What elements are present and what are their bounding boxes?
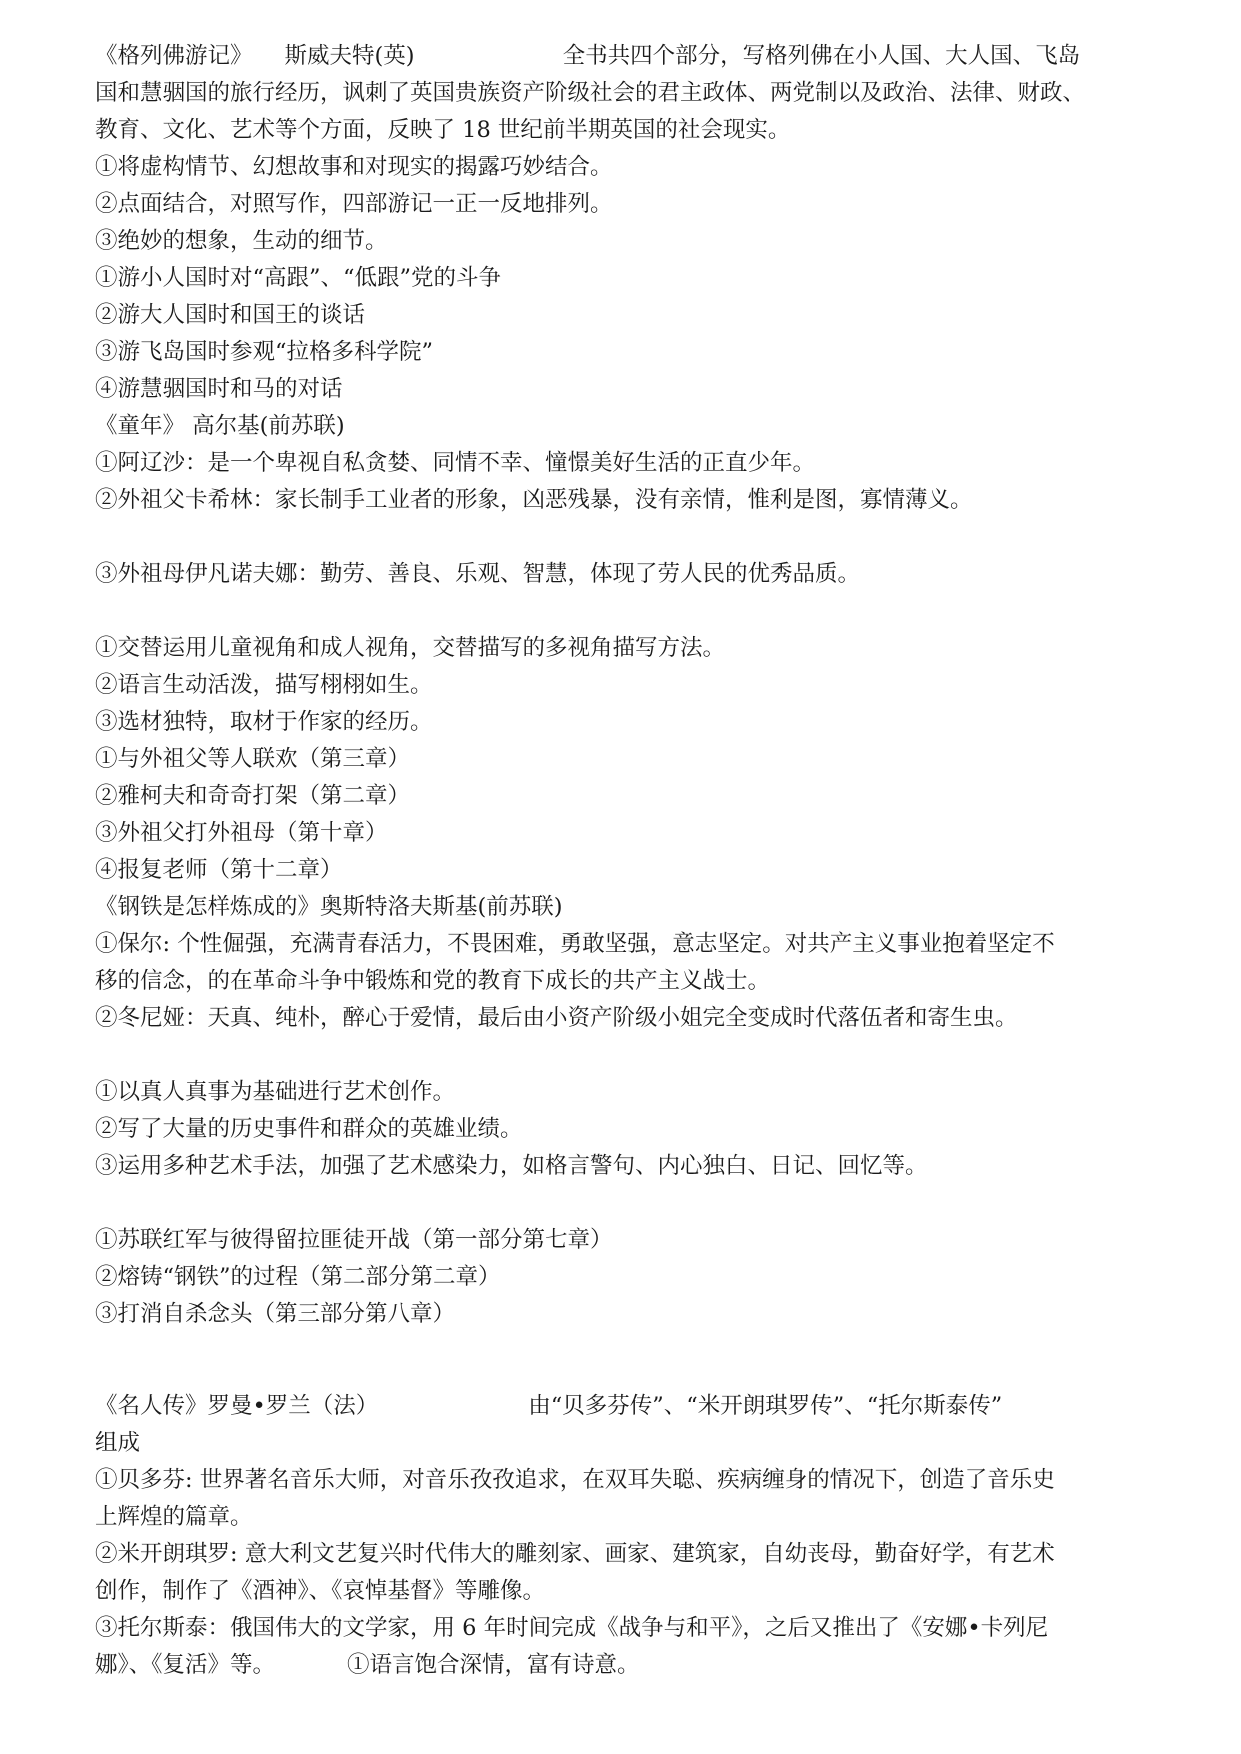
famous-character: ②米开朗琪罗: 意大利文艺复兴时代伟大的雕刻家、画家、建筑家，自幼丧母，勤奋好学，有艺术 xyxy=(95,1541,1055,1567)
steel-plot-item: ①苏联红军与彼得留拉匪徒开战（第一部分第七章） xyxy=(95,1227,613,1253)
childhood-character: ①阿辽沙：是一个卑视自私贪婪、同情不幸、憧憬美好生活的正直少年。 xyxy=(95,450,816,476)
childhood-plot-item: ④报复老师（第十二章） xyxy=(95,857,343,883)
gulliver-plot-item: ③游飞岛国时参观“拉格多科学院” xyxy=(95,339,434,365)
childhood-plot-item: ③外祖父打外祖母（第十章） xyxy=(95,820,388,846)
gulliver-title: 《格列佛游记》 xyxy=(95,43,253,69)
gulliver-plot-item: ④游慧骃国时和马的对话 xyxy=(95,376,343,402)
famous-character-cont: 上辉煌的篇章。 xyxy=(95,1504,253,1530)
steel-plot-item: ③打消自杀念头（第三部分第八章） xyxy=(95,1301,456,1327)
famous-character-cont: 娜》、《复活》等。 xyxy=(95,1652,276,1678)
famous-character: ①贝多芬: 世界著名音乐大师，对音乐孜孜追求，在双耳失聪、疾病缠身的情况下，创造了音乐史 xyxy=(95,1467,1055,1493)
famous-last-line xyxy=(95,1647,640,1684)
gulliver-summary-start: 全书共四个部分，写格列佛在小人国、大人国、飞岛 xyxy=(562,43,1081,69)
steel-character: ②冬尼娅：天真、纯朴，醉心于爱情，最后由小资产阶级小姐完全变成时代落伍者和寄生虫。 xyxy=(95,1005,1018,1031)
steel-character-cont: 移的信念，的在革命斗争中锻炼和党的教育下成长的共产主义战士。 xyxy=(95,968,771,994)
gulliver-summary-line: 国和慧骃国的旅行经历，讽刺了英国贵族资产阶级社会的君主政体、两党制以及政治、法律、财政、 xyxy=(95,80,1086,106)
famous-summary: 由“贝多芬传”、“米开朗琪罗传”、“托尔斯泰传” xyxy=(528,1393,1003,1419)
steel-plot-item: ②熔铸“钢铁”的过程（第二部分第二章） xyxy=(95,1264,501,1290)
gulliver-art-item: ①将虚构情节、幻想故事和对现实的揭露巧妙结合。 xyxy=(95,154,613,180)
childhood-plot-item: ②雅柯夫和奇奇打架（第二章） xyxy=(95,783,411,809)
steel-character: ①保尔: 个性倔强，充满青春活力，不畏困难，勇敢坚强，意志坚定。对共产主义事业抱着坚定不 xyxy=(95,931,1055,957)
steel-art-item: ①以真人真事为基础进行艺术创作。 xyxy=(95,1079,456,1105)
gulliver-art-item: ②点面结合，对照写作，四部游记一正一反地排列。 xyxy=(95,191,613,217)
famous-art-item: ①语言饱合深情，富有诗意。 xyxy=(347,1652,640,1678)
famous-character-cont: 创作，制作了《酒神》、《哀悼基督》等雕像。 xyxy=(95,1578,546,1604)
childhood-art-item: ①交替运用儿童视角和成人视角，交替描写的多视角描写方法。 xyxy=(95,635,726,661)
famous-summary-cont: 组成 xyxy=(95,1430,141,1456)
childhood-art-item: ②语言生动活泼，描写栩栩如生。 xyxy=(95,672,433,698)
steel-art-item: ③运用多种艺术手法，加强了艺术感染力，如格言警句、内心独白、日记、回忆等。 xyxy=(95,1153,928,1179)
gulliver-art-item: ③绝妙的想象，生动的细节。 xyxy=(95,228,388,254)
childhood-plot-item: ①与外祖父等人联欢（第三章） xyxy=(95,746,411,772)
childhood-character: ②外祖父卡希林：家长制手工业者的形象，凶恶残暴，没有亲情，惟利是图，寡情薄义。 xyxy=(95,487,973,513)
childhood-title: 《童年》 高尔基(前苏联) xyxy=(95,413,345,439)
gulliver-plot-item: ①游小人国时对“高跟”、“低跟”党的斗争 xyxy=(95,265,502,291)
gulliver-heading-line xyxy=(95,38,1080,75)
steel-art-item: ②写了大量的历史事件和群众的英雄业绩。 xyxy=(95,1116,523,1142)
gulliver-author: 斯威夫特(英) xyxy=(284,43,415,69)
famous-title: 《名人传》罗曼•罗兰（法） xyxy=(95,1393,379,1419)
childhood-art-item: ③选材独特，取材于作家的经历。 xyxy=(95,709,433,735)
steel-title: 《钢铁是怎样炼成的》奥斯特洛夫斯基(前苏联) xyxy=(95,894,563,920)
famous-character: ③托尔斯泰：俄国伟大的文学家，用 6 年时间完成《战争与和平》，之后又推出了《安娜•卡列尼 xyxy=(95,1615,1049,1641)
famous-heading-line xyxy=(95,1388,1002,1425)
gulliver-plot-item: ②游大人国时和国王的谈话 xyxy=(95,302,366,328)
gulliver-summary-line: 教育、文化、艺术等个方面，反映了 18 世纪前半期英国的社会现实。 xyxy=(95,117,791,143)
childhood-character: ③外祖母伊凡诺夫娜：勤劳、善良、乐观、智慧，体现了劳人民的优秀品质。 xyxy=(95,561,861,587)
